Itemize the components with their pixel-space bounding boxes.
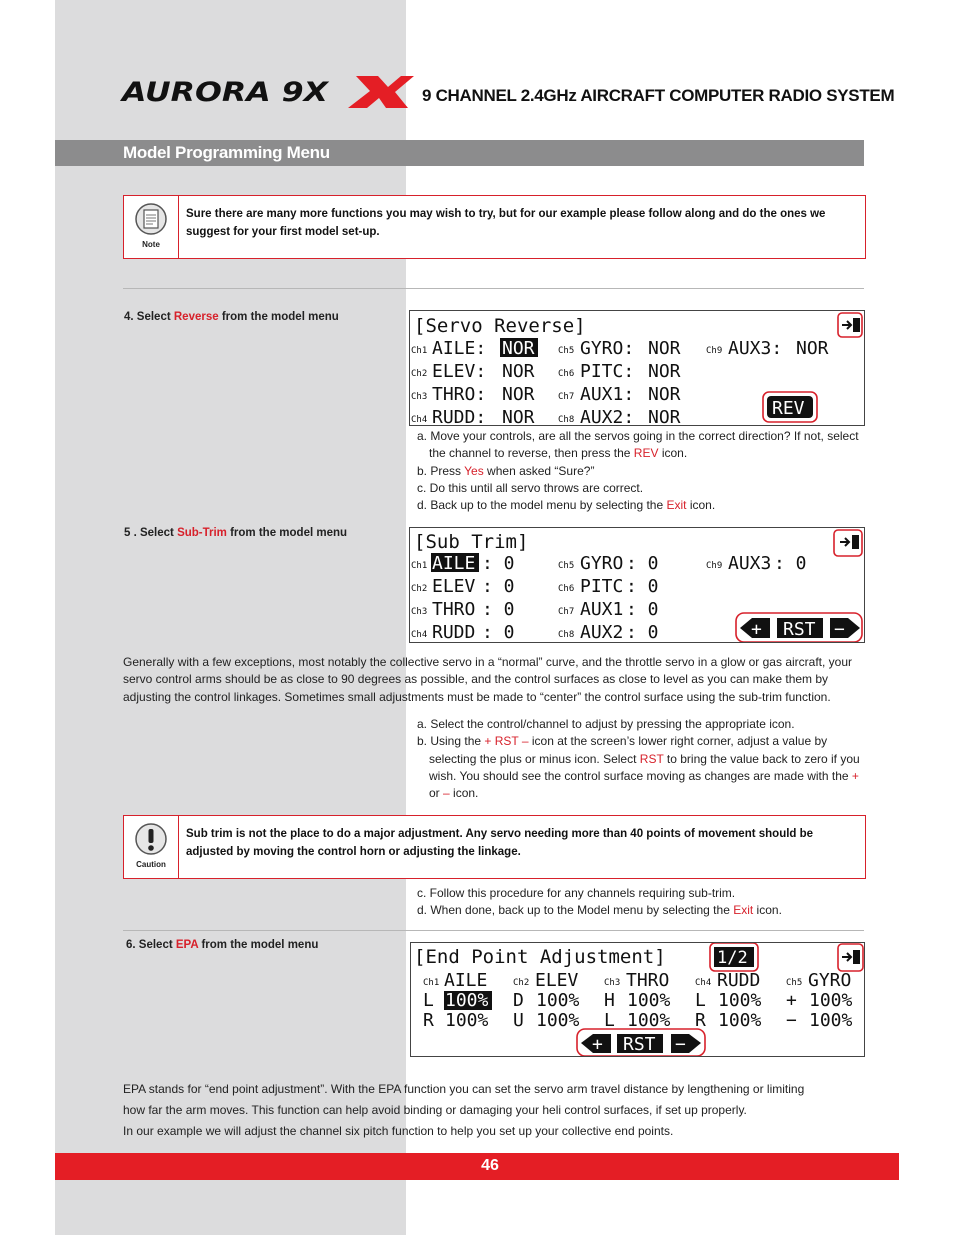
svg-text:AUX1:: AUX1: [580,384,635,405]
step4-instructions [417,428,862,514]
instruction-c: c. Follow this procedure for any channels requiring sub-trim. [417,886,736,900]
epa-paragraph: EPA stands for “end point adjustment”. With the EPA function you can set the servo arm travel distance by lengthening or limiting how far the arm moves. This function can help avoid binding or damaging your heli control surfaces, if set up properly. In our example we will adjust the channel six pitch function to help you set up your collective end points. [123,1082,805,1138]
svg-text:L: L [604,1010,615,1031]
note-icon-label: Note [142,240,160,249]
svg-text:Ch4: Ch4 [411,415,428,425]
sidebar-band [55,0,406,1235]
svg-text:AUX3: AUX3 [728,553,772,574]
aurora-logo [118,72,414,110]
svg-text:100%: 100% [718,1010,762,1031]
svg-text:THRO: THRO [626,970,670,991]
svg-text:: 0: : 0 [626,599,659,620]
page-number: 46 [481,1157,499,1174]
svg-text:: 0: : 0 [626,576,659,597]
note-icon-cell [124,196,179,258]
document-subtitle: 9 CHANNEL 2.4GHz AIRCRAFT COMPUTER RADIO SYSTEM [422,86,895,105]
instruction-d: d. Back up to the model menu by selecting the Exit icon. [417,498,716,513]
svg-text:AUX3:: AUX3: [728,338,783,359]
caution-callout [123,815,866,879]
svg-text:NOR: NOR [502,384,535,405]
svg-text:1/2: 1/2 [717,948,748,968]
svg-text:L: L [695,990,706,1011]
svg-text:H: H [604,990,615,1011]
svg-text:NOR: NOR [648,338,681,359]
svg-text:100%: 100% [809,990,853,1011]
svg-text:−: − [786,1010,797,1031]
svg-text:Ch6: Ch6 [558,584,575,594]
svg-text:Ch2: Ch2 [411,584,428,594]
plus-rst-minus-control[interactable] [736,613,862,642]
svg-text:100%: 100% [445,990,489,1011]
svg-text:GYRO: GYRO [808,970,852,991]
svg-text:−: − [834,619,845,640]
svg-text:GYRO:: GYRO: [580,338,635,359]
svg-text:Ch7: Ch7 [558,392,575,402]
svg-text:THRO:: THRO: [432,384,487,405]
svg-text:+: + [786,990,797,1011]
svg-text:Ch5: Ch5 [558,346,575,356]
svg-text:100%: 100% [627,990,671,1011]
svg-text:RUDD:: RUDD: [432,407,487,425]
svg-text:Ch8: Ch8 [558,630,575,640]
svg-text:Ch2: Ch2 [513,978,530,988]
svg-text:Ch3: Ch3 [411,392,428,402]
svg-text:+: + [751,619,762,640]
svg-text:NOR: NOR [648,384,681,405]
svg-text:PITC:: PITC: [580,361,635,382]
svg-text:: 0: : 0 [482,576,515,597]
screen-title: [End Point Adjustment] [414,946,666,968]
step5-instructions [417,716,864,802]
svg-text:U: U [513,1010,524,1031]
instruction-b: b. Press Yes when asked “Sure?” [417,463,595,478]
svg-text:ELEV: ELEV [432,576,476,597]
instruction-a: a. Move your controls, are all the servos going in the correct direction? If not, select the channel to reverse, then press the REV icon. [417,429,859,461]
svg-text:AUX2: AUX2 [580,622,624,642]
svg-text:Ch6: Ch6 [558,369,575,379]
section-title: Model Programming Menu [123,143,330,162]
svg-text:ELEV:: ELEV: [432,361,487,382]
svg-text:AUX2:: AUX2: [580,407,635,425]
svg-text:100%: 100% [536,990,580,1011]
screen-title: [Sub Trim] [414,531,529,553]
exit-icon[interactable] [838,944,863,971]
svg-text:Ch4: Ch4 [695,978,712,988]
svg-text:Ch9: Ch9 [706,346,723,356]
instruction-a: a. Select the control/channel to adjust by pressing the appropriate icon. [417,717,795,731]
svg-text:REV: REV [772,398,805,419]
instruction-d: d. When done, back up to the Model menu by selecting the Exit icon. [417,903,782,918]
instruction-b: b. Using the + RST – icon at the screen’s lower right corner, adjust a value by selecting the plus or minus icon. Select RST to bring the value back to zero if you wish. You should see the control surface moving as changes are made with the + or – icon. [417,734,860,801]
svg-text:RUDD: RUDD [717,970,761,991]
caution-text: Sub trim is not the place to do a major adjustment. Any servo needing more than 40 points of movement should be adjusted by moving the control horn or adjusting the linkage. [186,828,814,858]
note-callout [123,195,866,259]
logo-x-mark [348,76,414,108]
svg-text:Ch5: Ch5 [786,978,803,988]
svg-text:Ch2: Ch2 [411,369,428,379]
screen-title: [Servo Reverse] [414,315,586,337]
svg-text:Ch4: Ch4 [411,630,428,640]
instruction-c: c. Do this until all servo throws are correct. [417,480,644,495]
svg-text:R: R [423,1010,434,1031]
divider [123,288,864,289]
svg-text:100%: 100% [445,1010,489,1031]
svg-text:Ch9: Ch9 [706,561,723,571]
exit-icon[interactable] [838,313,862,337]
exit-icon[interactable] [834,530,862,556]
subtrim-paragraph: Generally with a few exceptions, most notably the collective servo in a “normal” curve, and the throttle servo in a glow or gas aircraft, your servo control arms should be as close to 90 degrees as possible, and the control surfaces as close to level as you can make them by adjusting the control linkages. Sometimes small adjustments must be made to “center” the control surface using the sub-trim function. [123,655,852,704]
svg-text:NOR: NOR [648,407,681,425]
svg-text:Ch3: Ch3 [604,978,621,988]
svg-text:Ch7: Ch7 [558,607,575,617]
page-indicator[interactable] [710,943,758,971]
svg-text:100%: 100% [718,990,762,1011]
servo-reverse-screen [409,310,865,426]
sub-trim-screen [409,527,865,643]
channel-value: NOR [502,338,535,359]
svg-text:ELEV: ELEV [535,970,579,991]
svg-text:: 0: : 0 [482,599,515,620]
svg-text:PITC: PITC [580,576,624,597]
svg-text:NOR: NOR [502,407,535,425]
svg-text:Ch1: Ch1 [411,346,428,356]
step5-instructions-2 [417,885,864,920]
svg-text:AILE: AILE [432,553,476,574]
svg-text:Ch5: Ch5 [558,561,575,571]
svg-text:D: D [513,990,524,1011]
end-point-adjustment-screen [410,942,865,1057]
svg-text:RST: RST [783,619,816,640]
plus-rst-minus-control[interactable] [577,1029,705,1056]
svg-text:Ch1: Ch1 [423,978,440,988]
svg-text:Ch3: Ch3 [411,607,428,617]
svg-text:RUDD: RUDD [432,622,476,642]
svg-text:100%: 100% [536,1010,580,1031]
svg-text:AUX1: AUX1 [580,599,624,620]
svg-text:: 0: : 0 [774,553,807,574]
svg-text:NOR: NOR [796,338,829,359]
caution-icon-cell [124,816,179,878]
svg-text:: 0: : 0 [482,622,515,642]
svg-text:NOR: NOR [648,361,681,382]
svg-text:100%: 100% [809,1010,853,1031]
svg-text:GYRO: GYRO [580,553,624,574]
svg-text:THRO: THRO [432,599,476,620]
channel-name: AILE: [432,338,487,359]
caution-icon-label: Caution [136,860,166,869]
svg-text:L: L [423,990,434,1011]
step6-heading: 6. Select EPA from the model menu [126,939,319,951]
svg-text:: 0: : 0 [482,553,515,574]
caution-icon [134,822,168,856]
logo-text: AURORA 9X [119,77,330,108]
note-text: Sure there are many more functions you may wish to try, but for our example please follow along and do the ones we suggest for your first model set-up. [186,208,826,238]
svg-text:−: − [675,1034,686,1055]
note-icon [134,202,168,236]
svg-text:Ch1: Ch1 [411,561,428,571]
svg-text:: 0: : 0 [626,553,659,574]
svg-text:NOR: NOR [502,361,535,382]
svg-text:AILE: AILE [444,970,488,991]
rev-button[interactable] [763,392,817,422]
svg-text:Ch8: Ch8 [558,415,575,425]
svg-text:: 0: : 0 [626,622,659,642]
svg-text:RST: RST [623,1034,656,1055]
divider [123,930,864,931]
svg-text:+: + [592,1034,603,1055]
step4-heading: 4. Select Reverse from the model menu [124,311,339,323]
svg-text:R: R [695,1010,706,1031]
svg-text:100%: 100% [627,1010,671,1031]
step5-heading: 5 . Select Sub-Trim from the model menu [124,527,348,539]
